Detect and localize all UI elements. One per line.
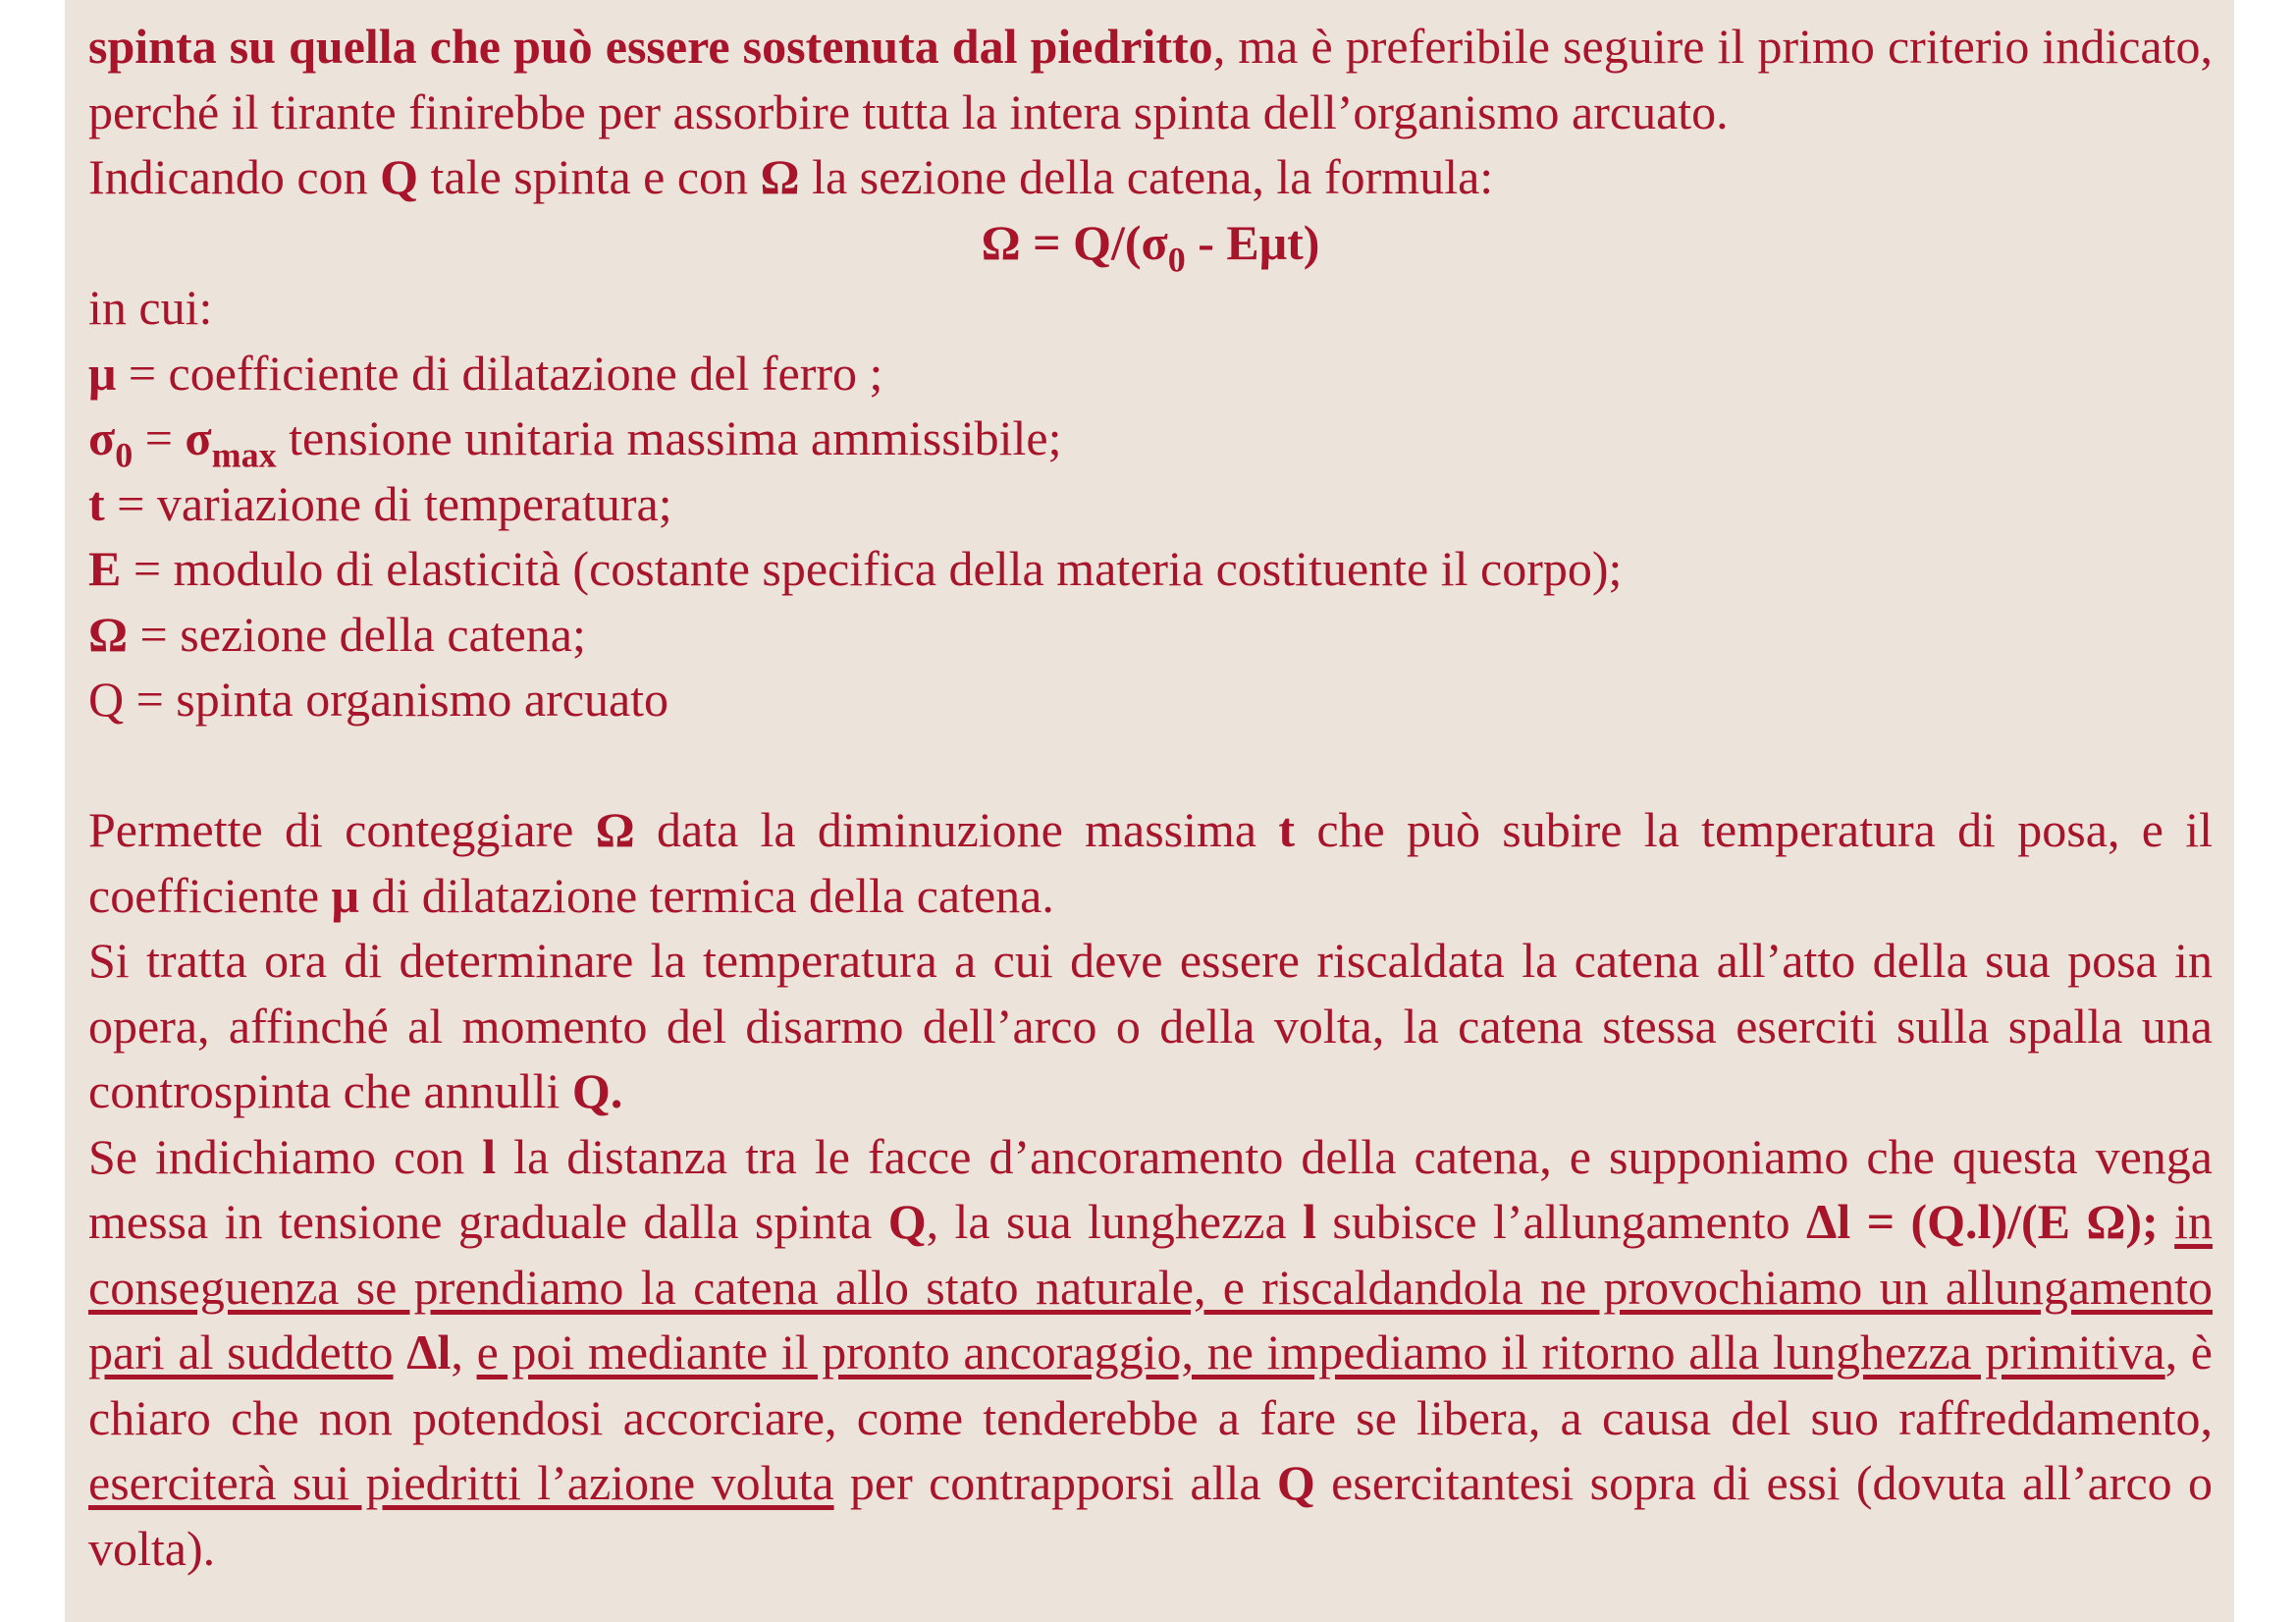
def-t: t = variazione di temperatura; [88,475,672,531]
paragraph-permette: Permette di conteggiare Ω data la diminuzione massima t che può subire la temperatura di posa, e il coefficiente μ di dilatazione termica della catena. [88,802,2213,923]
def-mu: μ = coefficiente di dilatazione del ferro ; [88,345,883,401]
underlined-phrase: in conseguenza se prendiamo la catena allo stato naturale, e riscaldandola ne provochiamo un allungamento pari al suddetto [88,1194,2214,1379]
paragraph-se-indichiamo: Se indichiamo con l la distanza tra le facce d’ancoramento della catena, e supponiamo che questa venga messa in tensione graduale dalla spinta Q, la sua lunghezza l subisce l’allungamento Δl = (Q.l)/(E Ω); in conseguenza se prendiamo la catena allo stato naturale, e riscaldandola ne provochiamo un allungamento pari al suddetto Δl, e poi mediante il pronto ancoraggio, ne impediamo il ritorno alla lunghezza primitiva, è chiaro che non potendosi accorciare, come tenderebbe a fare se libera, a causa del suo raffreddamento, eserciterà sui piedritti l’azione voluta per contrapporsi alla Q esercitantesi sopra di essi (dovuta all’arco o volta). [88,1128,2214,1576]
in-cui-label: in cui: [88,280,213,335]
document-text [88,14,2213,1581]
paragraph-indicando: Indicando con Q tale spinta e con Ω la sezione della catena, la formula: [88,149,1494,204]
def-q: Q = spinta organismo arcuato [88,672,669,727]
paragraph-spinta: spinta su quella che può essere sostenuta dal piedritto, ma è preferibile seguire il primo criterio indicato, perché il tirante finirebbe per assorbire tutta la intera spinta dell’organismo arcuato. [88,19,2213,139]
def-omega: Ω = sezione della catena; [88,606,586,662]
formula-omega: $\Omega = Q/(\sigma_0 - E\mu t)$ [981,214,1320,280]
blank-line [88,732,2213,798]
bold-phrase: spinta su quella che può essere sostenuta dal piedritto [88,19,1213,74]
paragraph-si-tratta: Si tratta ora di determinare la temperatura a cui deve essere riscaldata la catena all’atto della sua posa in opera, affinché al momento del disarmo dell’arco o della volta, la catena stessa eserciti sulla spalla una controspinta che annulli Q. [88,933,2213,1118]
underlined-phrase: eserciterà sui piedritti l’azione voluta [88,1455,834,1510]
underlined-phrase: e poi mediante il pronto ancoraggio, ne impediamo il ritorno alla lunghezza primitiva [476,1325,2165,1379]
def-e: E = modulo di elasticità (costante specifica della materia costituente il corpo); [88,541,1623,596]
document-page [65,0,2234,1622]
def-sigma: $\sigma_0 = \sigma_{max}$ tensione unitaria massima ammissibile; [88,410,1062,475]
